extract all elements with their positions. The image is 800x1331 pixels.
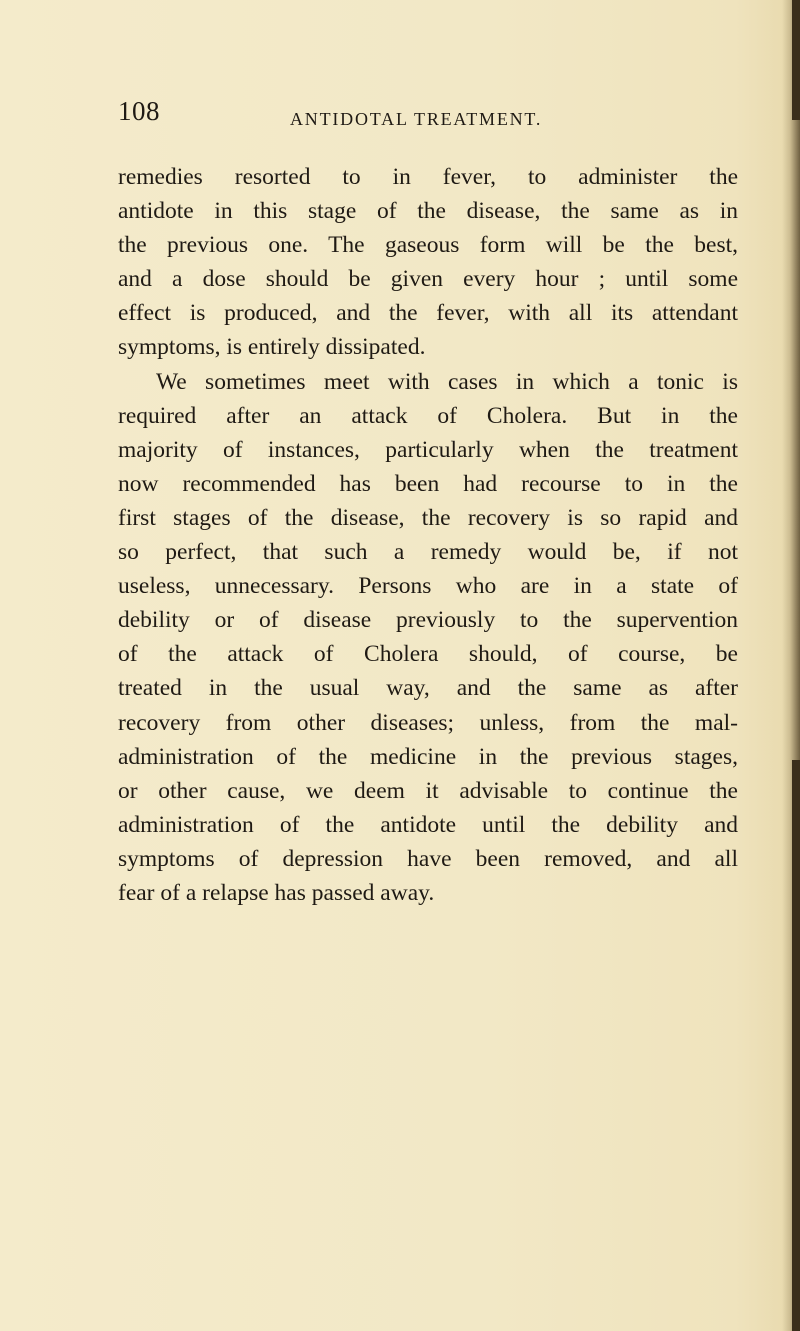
text-line: symptoms, is entirely dissipated. — [118, 334, 426, 361]
text-line: recovery from other diseases; unless, from the mal- — [118, 709, 738, 736]
page-edge-dark-bottom — [792, 760, 800, 1331]
running-head — [118, 96, 738, 136]
text-line: fear of a relapse has passed away. — [118, 879, 435, 906]
page-number: 108 — [118, 96, 160, 126]
body-text — [118, 160, 738, 910]
running-title: ANTIDOTAL TREATMENT. — [290, 109, 543, 129]
text-line: treated in the usual way, and the same as after — [118, 675, 738, 702]
text-line: administration of the antidote until the debility and — [118, 811, 738, 838]
text-line: majority of instances, particularly when the treatment — [118, 436, 738, 463]
text-line: and a dose should be given every hour ; until some — [118, 266, 738, 293]
text-line: We sometimes meet with cases in which a tonic is — [156, 368, 738, 395]
text-line: first stages of the disease, the recovery is so rapid and — [118, 504, 738, 531]
text-line: required after an attack of Cholera. But in the — [118, 402, 738, 429]
text-line: useless, unnecessary. Persons who are in a state of — [118, 573, 738, 600]
text-line: of the attack of Cholera should, of course, be — [118, 641, 738, 668]
text-line: debility or of disease previously to the supervention — [118, 607, 738, 634]
text-line: so perfect, that such a remedy would be, if not — [118, 539, 738, 566]
page-edge-dark-top — [792, 0, 800, 120]
text-line: antidote in this stage of the disease, the same as in — [118, 198, 738, 225]
text-line: remedies resorted to in fever, to administer the — [118, 164, 738, 190]
text-line: now recommended has been had recourse to in the — [118, 470, 738, 497]
text-line: or other cause, we deem it advisable to continue the — [118, 777, 738, 804]
text-line: effect is produced, and the fever, with all its attendant — [118, 300, 738, 327]
text-line: symptoms of depression have been removed, and all — [118, 845, 738, 872]
text-line: the previous one. The gaseous form will be the best, — [118, 232, 738, 259]
text-line: administration of the medicine in the previous stages, — [118, 743, 738, 770]
